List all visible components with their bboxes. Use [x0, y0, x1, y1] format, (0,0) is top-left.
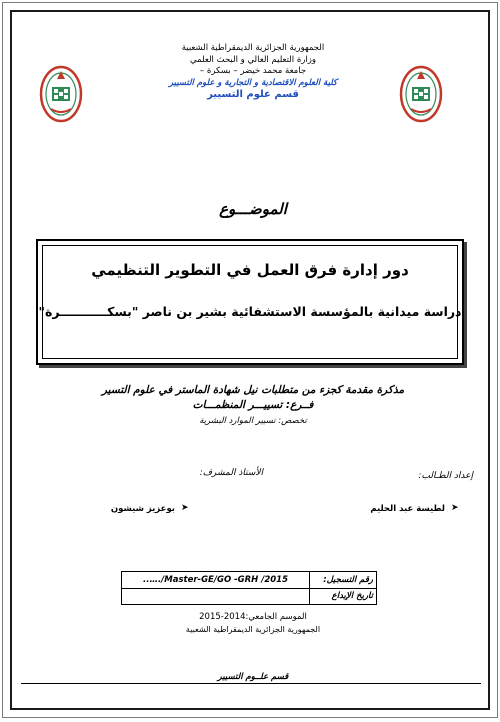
main-title: دور إدارة فرق العمل في التطوير التنظيمي [91, 261, 409, 279]
faculty-line: كلية العلوم الاقتصادية و التجارية و علوم التسيير [168, 77, 337, 88]
table-row [122, 572, 377, 589]
supervisor-name: بوعزيز شيشون [110, 504, 175, 514]
republic-footer-line: الجمهورية الجزائرية الديمقراطية الشعبية [185, 625, 321, 634]
registration-number: ..…./Master-GE/GO -GRH /2015 [122, 572, 310, 589]
supervisor-bullet-icon: ➤ [181, 503, 189, 513]
table-row [122, 588, 377, 605]
university-emblem-icon [399, 65, 443, 123]
institution-header [123, 43, 383, 101]
ministry-line: وزارة التعليم العالي و البحث العلمي [190, 54, 316, 65]
student-name: لطيسة عبد الحليم [370, 504, 445, 514]
university-emblem-icon [39, 65, 83, 123]
sub-title: دراسة ميدانية بالمؤسسة الاستشفائية بشير بن ناصر "بسكـــــــــــرة" [38, 304, 462, 319]
department-footer: قسم علــوم التسيير [217, 672, 289, 682]
deposit-label: تاريخ الإيداع [310, 588, 377, 605]
footer-divider [21, 683, 481, 684]
registration-label: رقم التسجيل: [310, 572, 377, 589]
registration-table [121, 571, 377, 605]
branch-line: فــرع: تسييـــر المنظمـــات [192, 399, 314, 411]
student-label: إعداد الطـالب: [418, 471, 473, 481]
subject-label: الموضـــوع [219, 200, 287, 218]
department-line: قسم علوم التسيير [207, 89, 299, 100]
student-bullet-icon: ➤ [451, 503, 459, 513]
title-box [36, 239, 464, 365]
memo-line: مذكرة مقدمة كجزء من متطلبات نيل شهادة الماستر في علوم التسير [101, 384, 405, 396]
university-line: جامعة محمد خيضر – بسكرة – [199, 66, 307, 76]
supervisor-label: الأستاذ المشرف: [199, 468, 263, 478]
republic-line: الجمهورية الجزائرية الديمقراطية الشعبية [181, 43, 325, 53]
academic-year: الموسم الجامعي:2014-2015 [199, 612, 307, 622]
specialty-line: تخصص: تسيير الموارد البشرية [199, 416, 307, 426]
document-page [2, 2, 498, 718]
deposit-date [122, 588, 310, 605]
